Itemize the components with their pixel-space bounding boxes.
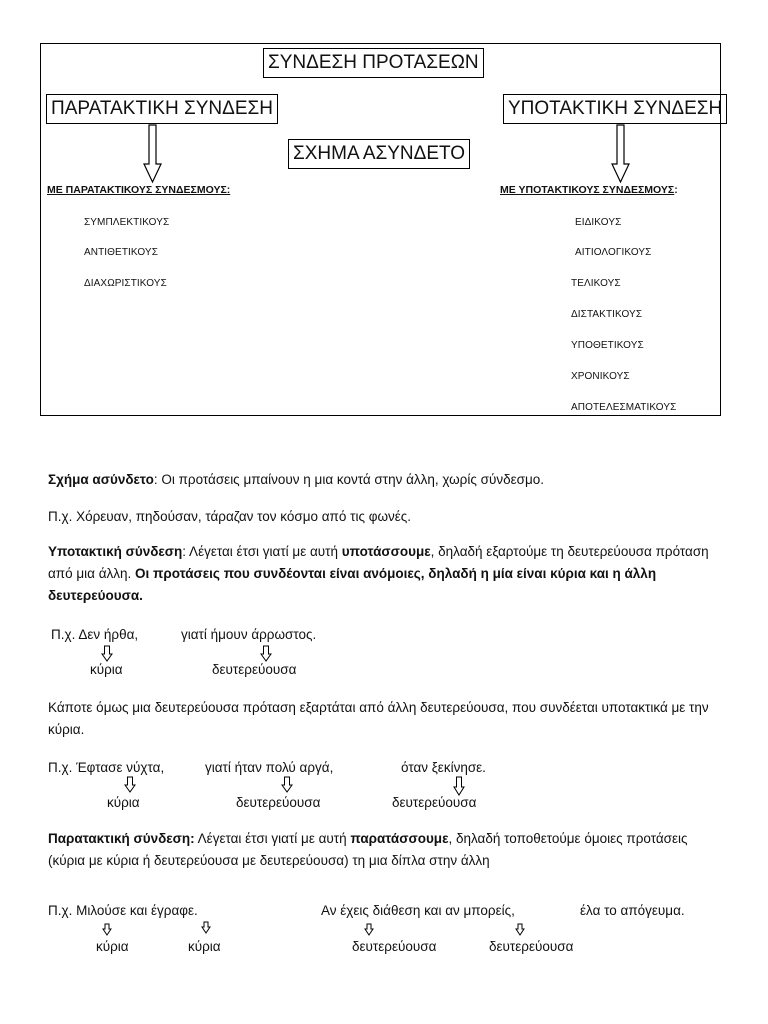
- asyndeto-paragraph: [48, 469, 718, 491]
- right-item: ΑΠΟΤΕΛΕΣΜΑΤΙΚΟΥΣ: [571, 402, 677, 413]
- label-deutereuousa: δευτερεύουσα: [212, 662, 297, 677]
- right-subheading-text: ΜΕ ΥΠΟΤΑΚΤΙΚΟΥΣ ΣΥΝΔΕΣΜΟΥΣ: [500, 184, 675, 196]
- down-arrow-icon: [260, 645, 272, 662]
- down-arrow-icon: [364, 923, 374, 936]
- down-arrow-icon: [453, 776, 465, 796]
- left-item: ΔΙΑΧΩΡΙΣΤΙΚΟΥΣ: [84, 278, 167, 289]
- down-arrow-icon: [201, 921, 211, 934]
- label-deutereuousa: δευτερεύουσα: [352, 939, 437, 954]
- kapote-paragraph: Κάποτε όμως μια δευτερεύουσα πρόταση εξαρτάται από άλλη δευτερεύουσα, που συνδέεται υποτακτικά με την κύρια.: [48, 700, 709, 737]
- left-down-arrow-icon: [143, 124, 163, 184]
- label-kyria: κύρια: [96, 939, 129, 954]
- ypotaktiki-term: Υποτακτική σύνδεση: [48, 544, 183, 559]
- right-item: ΔΙΣΤΑΚΤΙΚΟΥΣ: [571, 309, 643, 320]
- ypotaktiki-bold: υποτάσσουμε: [341, 544, 431, 559]
- example-4-clause-a: Π.χ. Μιλούσε και έγραφε.: [48, 903, 198, 918]
- left-item: ΣΥΜΠΛΕΚΤΙΚΟΥΣ: [84, 217, 170, 228]
- example-1: Π.χ. Χόρευαν, πηδούσαν, τάραζαν τον κόσμο από τις φωνές.: [48, 509, 412, 524]
- ypotaktiki-bold-2: Οι προτάσεις που συνδέονται είναι ανόμοιες, δηλαδή η μία είναι κύρια και η άλλη δευτερεύουσα.: [48, 566, 657, 603]
- example-3-clause-b: γιατί ήταν πολύ αργά,: [205, 760, 334, 775]
- asyndeto-term: Σχήμα ασύνδετο: [48, 472, 154, 487]
- right-item: ΑΙΤΙΟΛΟΓΙΚΟΥΣ: [575, 247, 652, 258]
- down-arrow-icon: [102, 923, 112, 936]
- down-arrow-icon: [101, 645, 113, 662]
- example-4-clause-b: Αν έχεις διάθεση και αν μπορείς,: [321, 903, 515, 918]
- example-2-clause-b: γιατί ήμουν άρρωστος.: [181, 627, 317, 642]
- right-item: ΧΡΟΝΙΚΟΥΣ: [571, 371, 630, 382]
- left-heading: ΠΑΡΑΤΑΚΤΙΚΗ ΣΥΝΔΕΣΗ: [46, 94, 278, 124]
- label-deutereuousa: δευτερεύουσα: [489, 939, 574, 954]
- asyndeto-definition: : Οι προτάσεις μπαίνουν η μια κοντά στην άλλη, χωρίς σύνδεσμο.: [153, 472, 544, 487]
- center-heading: ΣΧΗΜΑ ΑΣΥΝΔΕΤΟ: [288, 139, 470, 169]
- parataktiki-text-b: , δηλαδή τοποθετούμε όμοιες προτάσεις (κύρια με κύρια ή δευτερεύουσα με δευτερεύουσα) τη μια δίπλα στην άλλη: [48, 831, 688, 868]
- left-item: ΑΝΤΙΘΕΤΙΚΟΥΣ: [84, 247, 158, 258]
- diagram-title: ΣΥΝΔΕΣΗ ΠΡΟΤΑΣΕΩΝ: [263, 48, 484, 78]
- left-subheading: ΜΕ ΠΑΡΑΤΑΚΤΙΚΟΥΣ ΣΥΝΔΕΣΜΟΥΣ:: [47, 184, 231, 196]
- right-subheading: [500, 184, 678, 196]
- down-arrow-icon: [281, 776, 293, 793]
- label-deutereuousa: δευτερεύουσα: [236, 795, 321, 810]
- ypotaktiki-text-a: : Λέγεται έτσι γιατί με αυτή: [182, 544, 342, 559]
- example-2-clause-a: Π.χ. Δεν ήρθα,: [51, 627, 139, 642]
- ypotaktiki-text-b: , δηλαδή εξαρτούμε τη δευτερεύουσα πρόταση από μια άλλη.: [48, 544, 709, 581]
- label-kyria: κύρια: [107, 795, 140, 810]
- right-down-arrow-icon: [611, 124, 631, 184]
- label-deutereuousa: δευτερεύουσα: [392, 795, 477, 810]
- right-item: ΥΠΟΘΕΤΙΚΟΥΣ: [571, 340, 644, 351]
- example-3-clause-c: όταν ξεκίνησε.: [401, 760, 486, 775]
- right-subheading-colon: :: [674, 184, 678, 196]
- down-arrow-icon: [515, 923, 525, 936]
- right-item: ΤΕΛΙΚΟΥΣ: [571, 278, 621, 289]
- parataktiki-paragraph: [48, 828, 718, 872]
- label-kyria: κύρια: [90, 662, 123, 677]
- parataktiki-text-a: Λέγεται έτσι γιατί με αυτή: [194, 831, 351, 846]
- example-3-clause-a: Π.χ. Έφτασε νύχτα,: [48, 760, 165, 775]
- right-item: ΕΙΔΙΚΟΥΣ: [575, 217, 622, 228]
- example-4-clause-c: έλα το απόγευμα.: [580, 903, 685, 918]
- right-heading: ΥΠΟΤΑΚΤΙΚΗ ΣΥΝΔΕΣΗ: [503, 94, 727, 124]
- parataktiki-term: Παρατακτική σύνδεση:: [48, 831, 195, 846]
- parataktiki-bold: παρατάσσουμε: [350, 831, 449, 846]
- label-kyria: κύρια: [188, 939, 221, 954]
- ypotaktiki-paragraph: [48, 541, 718, 607]
- down-arrow-icon: [124, 776, 136, 793]
